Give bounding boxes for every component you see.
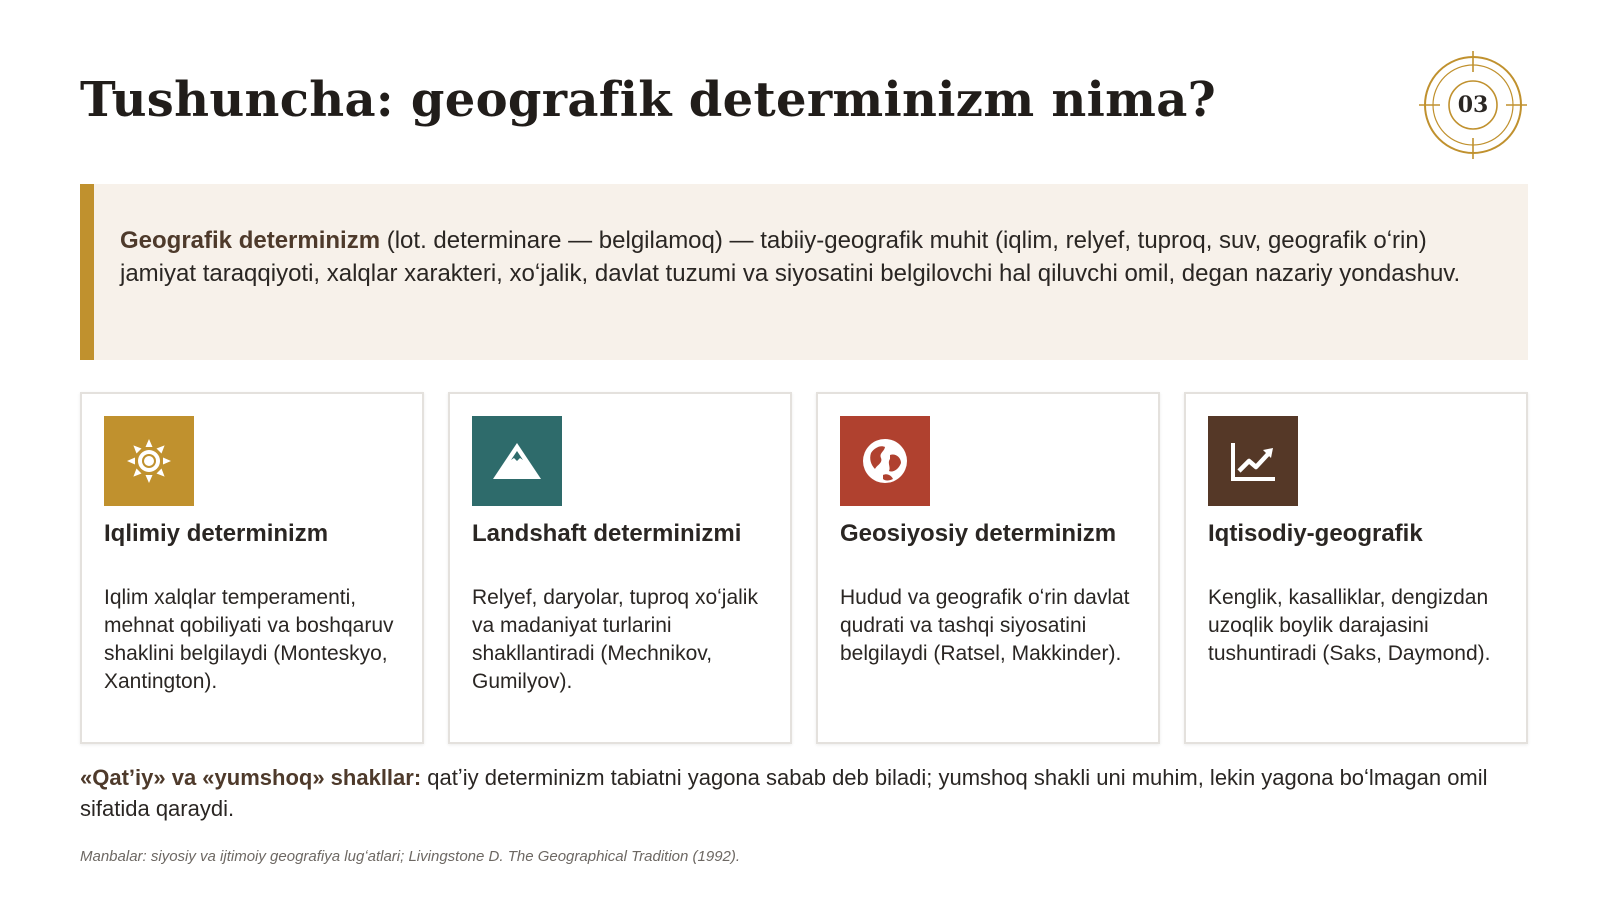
card-title: Geosiyosiy determinizm [840,520,1117,547]
card-landscape [448,392,792,744]
page-title: Tushuncha: geografik determinizm nima? [80,72,1217,128]
card-title: Iqtisodiy-geografik [1208,520,1423,547]
slide-number: 03 [1457,92,1489,118]
mountain-icon [489,433,545,489]
card-climatic [80,392,424,744]
sources-footnote: Manbalar: siyosiy va ijtimoiy geografiya lugʻatlari; Livingstone D. The Geographical Tradition (1992). [80,848,741,865]
cards-row [80,392,1528,744]
note-text: qatʼiy determinizm tabiatni yagona sabab deb biladi; yumshoq shakli uni muhim, lekin yagona boʻlmagan omil sifatida qaraydi. [80,765,1488,821]
card-title: Iqlimiy determinizm [104,520,329,547]
globe-icon [857,433,913,489]
card-icon-box [840,416,930,506]
card-text: Relyef, daryolar, tuproq xoʻjalik va madaniyat turlarini shakllantiradi (Mechnikov, Gumilyov). [472,586,758,693]
definition-term: Geografik determinizm [120,227,381,254]
card-text: Kenglik, kasalliklar, dengizdan uzoqlik boylik darajasini tushuntiradi (Saks, Daymond). [1208,586,1491,665]
card-economic [1184,392,1528,744]
card-icon-box [1208,416,1298,506]
card-text: Iqlim xalqlar temperamenti, mehnat qobiliyati va boshqaruv shaklini belgilaydi (Monteskyo, Xantington). [104,586,394,693]
note-paragraph [80,762,1540,824]
card-text: Hudud va geografik oʻrin davlat qudrati va tashqi siyosatini belgilaydi (Ratsel, Makkinder). [840,586,1130,665]
note-lead: «Qatʼiy» va «yumshoq» shakllar: [80,765,422,790]
sun-icon [121,433,177,489]
definition-text: (lot. determinare — belgilamoq) — tabiiy-geografik muhit (iqlim, relyef, tuproq, suv, geografik oʻrin) jamiyat taraqqiyoti, xalqlar xarakteri, xoʻjalik, davlat tuzumi va siyosatini belgilovchi hal qiluvchi omil, degan nazariy yondashuv. [120,227,1461,287]
chart-line-icon [1225,433,1281,489]
slide-number-badge [1418,50,1528,160]
definition-box [80,184,1528,360]
card-geopolitical [816,392,1160,744]
card-title: Landshaft determinizmi [472,520,742,547]
card-icon-box [472,416,562,506]
card-icon-box [104,416,194,506]
